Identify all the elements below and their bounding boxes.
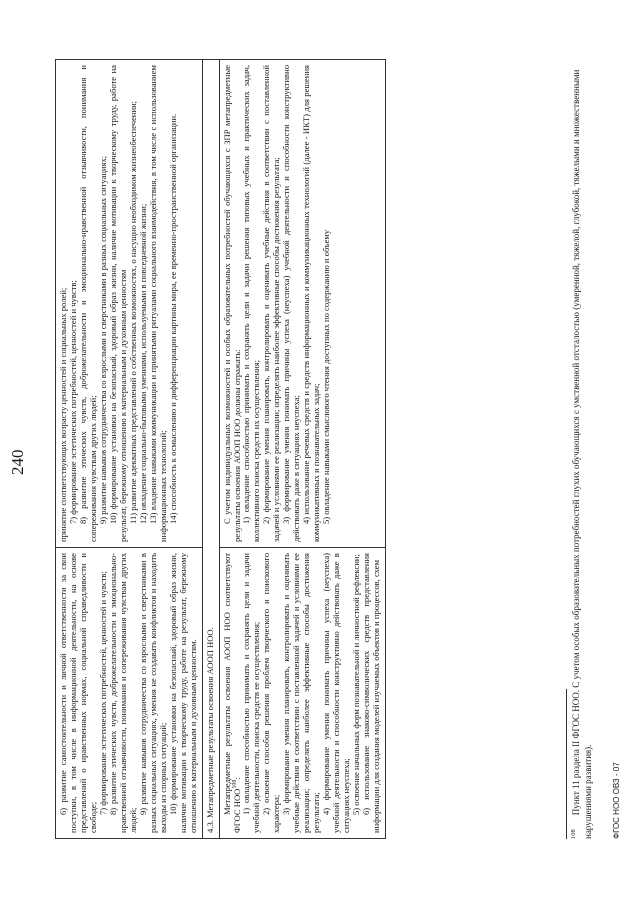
left-cell-personal: [56, 548, 203, 839]
list-item: 13) владение навыками коммуникации и принятыми ритуалами социального взаимодействия, в том числе с использованием информационных технологий;: [147, 65, 168, 542]
table-row: [56, 60, 203, 839]
list-item: 5) освоение начальных форм познавательной и личностной рефлексии;: [351, 554, 362, 815]
list-item: 8) развитие этических чувств, доброжелательности и эмоционально-нравственной отзывчивости, понимания и сопереживания чувствам других людей;: [107, 553, 138, 833]
list-item: 3) формирование умения понимать причины успеха (неуспеха) учебной деятельности и способности конструктивно действовать даже в ситуациях неуспеха;: [281, 65, 302, 542]
list-item: 6) использование знаково-символических средств представления информации для создания моделей изучаемых объектов и процессов, схем: [361, 553, 382, 833]
right-cell-personal: [56, 60, 203, 548]
left-cell-meta: [219, 548, 386, 839]
page-number: 240: [8, 449, 27, 475]
table-row: [219, 60, 386, 839]
intro-text: С учетом индивидуальных возможностей и особых образовательных потребностей обучающихся с ЗПР метапредметные результаты освоения АООП НОО должны отражать:: [221, 65, 242, 542]
list-item: 2) формирование умения планировать, контролировать и оценивать учебные действия в соответствии с поставленной задачей и условиями ее реализации; определять наиболее эффективные способы достижения результата;: [261, 65, 282, 542]
intro-text: Метапредметные результаты освоения АООП НОО соответствуют ФГОС НОО$^{108}$:: [221, 553, 242, 833]
footnote-text: Пункт 11 раздела II ФГОС НОО. С учетом особых образовательных потребностей глухих обучающихся с умственной отсталостью (умеренной, тяжелой, глубокой, тяжелыми и множественными нарушениями развития).: [571, 69, 593, 839]
list-item: 4) использование речевых средств и средств информационных и коммуникационных технологий (далее - ИКТ) для решения коммуникативных и познавательных задач;: [301, 65, 322, 542]
right-cell-meta: [219, 60, 386, 548]
list-item: принятие соответствующих возрасту ценностей и социальных ролей;: [58, 287, 68, 542]
section-heading-text: 4.3. Метапредметные результаты освоения АООП НОО.: [204, 627, 215, 833]
list-item: 8) развитие этических чувств, доброжелательности и эмоционально-нравственной отзывчивости, понимания и сопереживания чувствам других людей;: [77, 65, 98, 542]
list-item: 6) развитие самостоятельности и личной ответственности за свои поступки, в том числе в информационной деятельности, на основе представлений о нравственных нормах, социальной справедливости и свободе;: [58, 553, 98, 833]
list-item: 9) развитие навыков сотрудничества со взрослыми и сверстниками в разных социальных ситуациях, умения не создавать конфликтов и находить выходы из спорных ситуаций;: [137, 553, 168, 833]
list-item: 2) освоение способов решения проблем творческого и поискового характера;: [261, 553, 282, 833]
list-item: 7) формирование эстетических потребностей, ценностей и чувств;: [97, 571, 108, 815]
list-item: 5) овладение навыками смыслового чтения доступных по содержанию и объему: [321, 229, 332, 524]
footnote-ref[interactable]: 108: [231, 779, 238, 789]
list-item: 12) овладение социально-бытовыми умениями, используемыми в повседневной жизни;: [137, 203, 148, 524]
list-item: 9) развитие навыков сотрудничества со взрослыми и сверстниками в разных социальных ситуациях;: [97, 155, 108, 524]
table-row: [202, 60, 219, 839]
standards-table: [55, 59, 386, 839]
list-item: 10) формирование установки на безопасный, здоровый образ жизни, наличие мотивации к творческому труду, работе на результат, бережному отношению к материальным и духовным ценностям: [107, 65, 128, 542]
list-item: 4) формирование умения понимать причины успеха (неуспеха) учебной деятельности и способности конструктивно действовать даже в ситуациях неуспеха;: [321, 553, 352, 833]
list-item: 14) способность к осмыслению и дифференциации картины мира, ее временно-пространственной организации.: [167, 113, 178, 524]
list-item: 1) овладение способностью принимать и сохранять цели и задачи решения типовых учебных и практических задач, коллективного поиска средств их осуществления;: [241, 65, 262, 542]
footnote-number: 108: [570, 829, 577, 839]
list-item: 1) овладение способностью принимать и сохранять цели и задачи учебной деятельности, поиска средств ее осуществления;: [241, 553, 262, 833]
list-item: 11) развитие адекватных представлений о собственных возможностях, о насущно необходимом жизнеобеспечении;: [127, 100, 138, 524]
footnote: [570, 64, 594, 839]
list-item: 7) формирование эстетических потребностей, ценностей и чувств;: [67, 280, 78, 524]
list-item: 10) формирование установки на безопасный, здоровый образ жизни, наличие мотивации к творческому труду, работе на результат, бережному отношению к материальным и духовным ценностям.: [167, 553, 198, 833]
section-heading: [202, 60, 219, 839]
list-item: 3) формирование умения планировать, контролировать и оценивать учебные действия в соответствии с поставленной задачей и условиями ее реализации; определять наиболее эффективные способы достижения результата;: [281, 553, 322, 833]
footnote-divider: [566, 689, 567, 839]
page-footer: ФГОС НОО ОВЗ - 07: [612, 762, 621, 839]
